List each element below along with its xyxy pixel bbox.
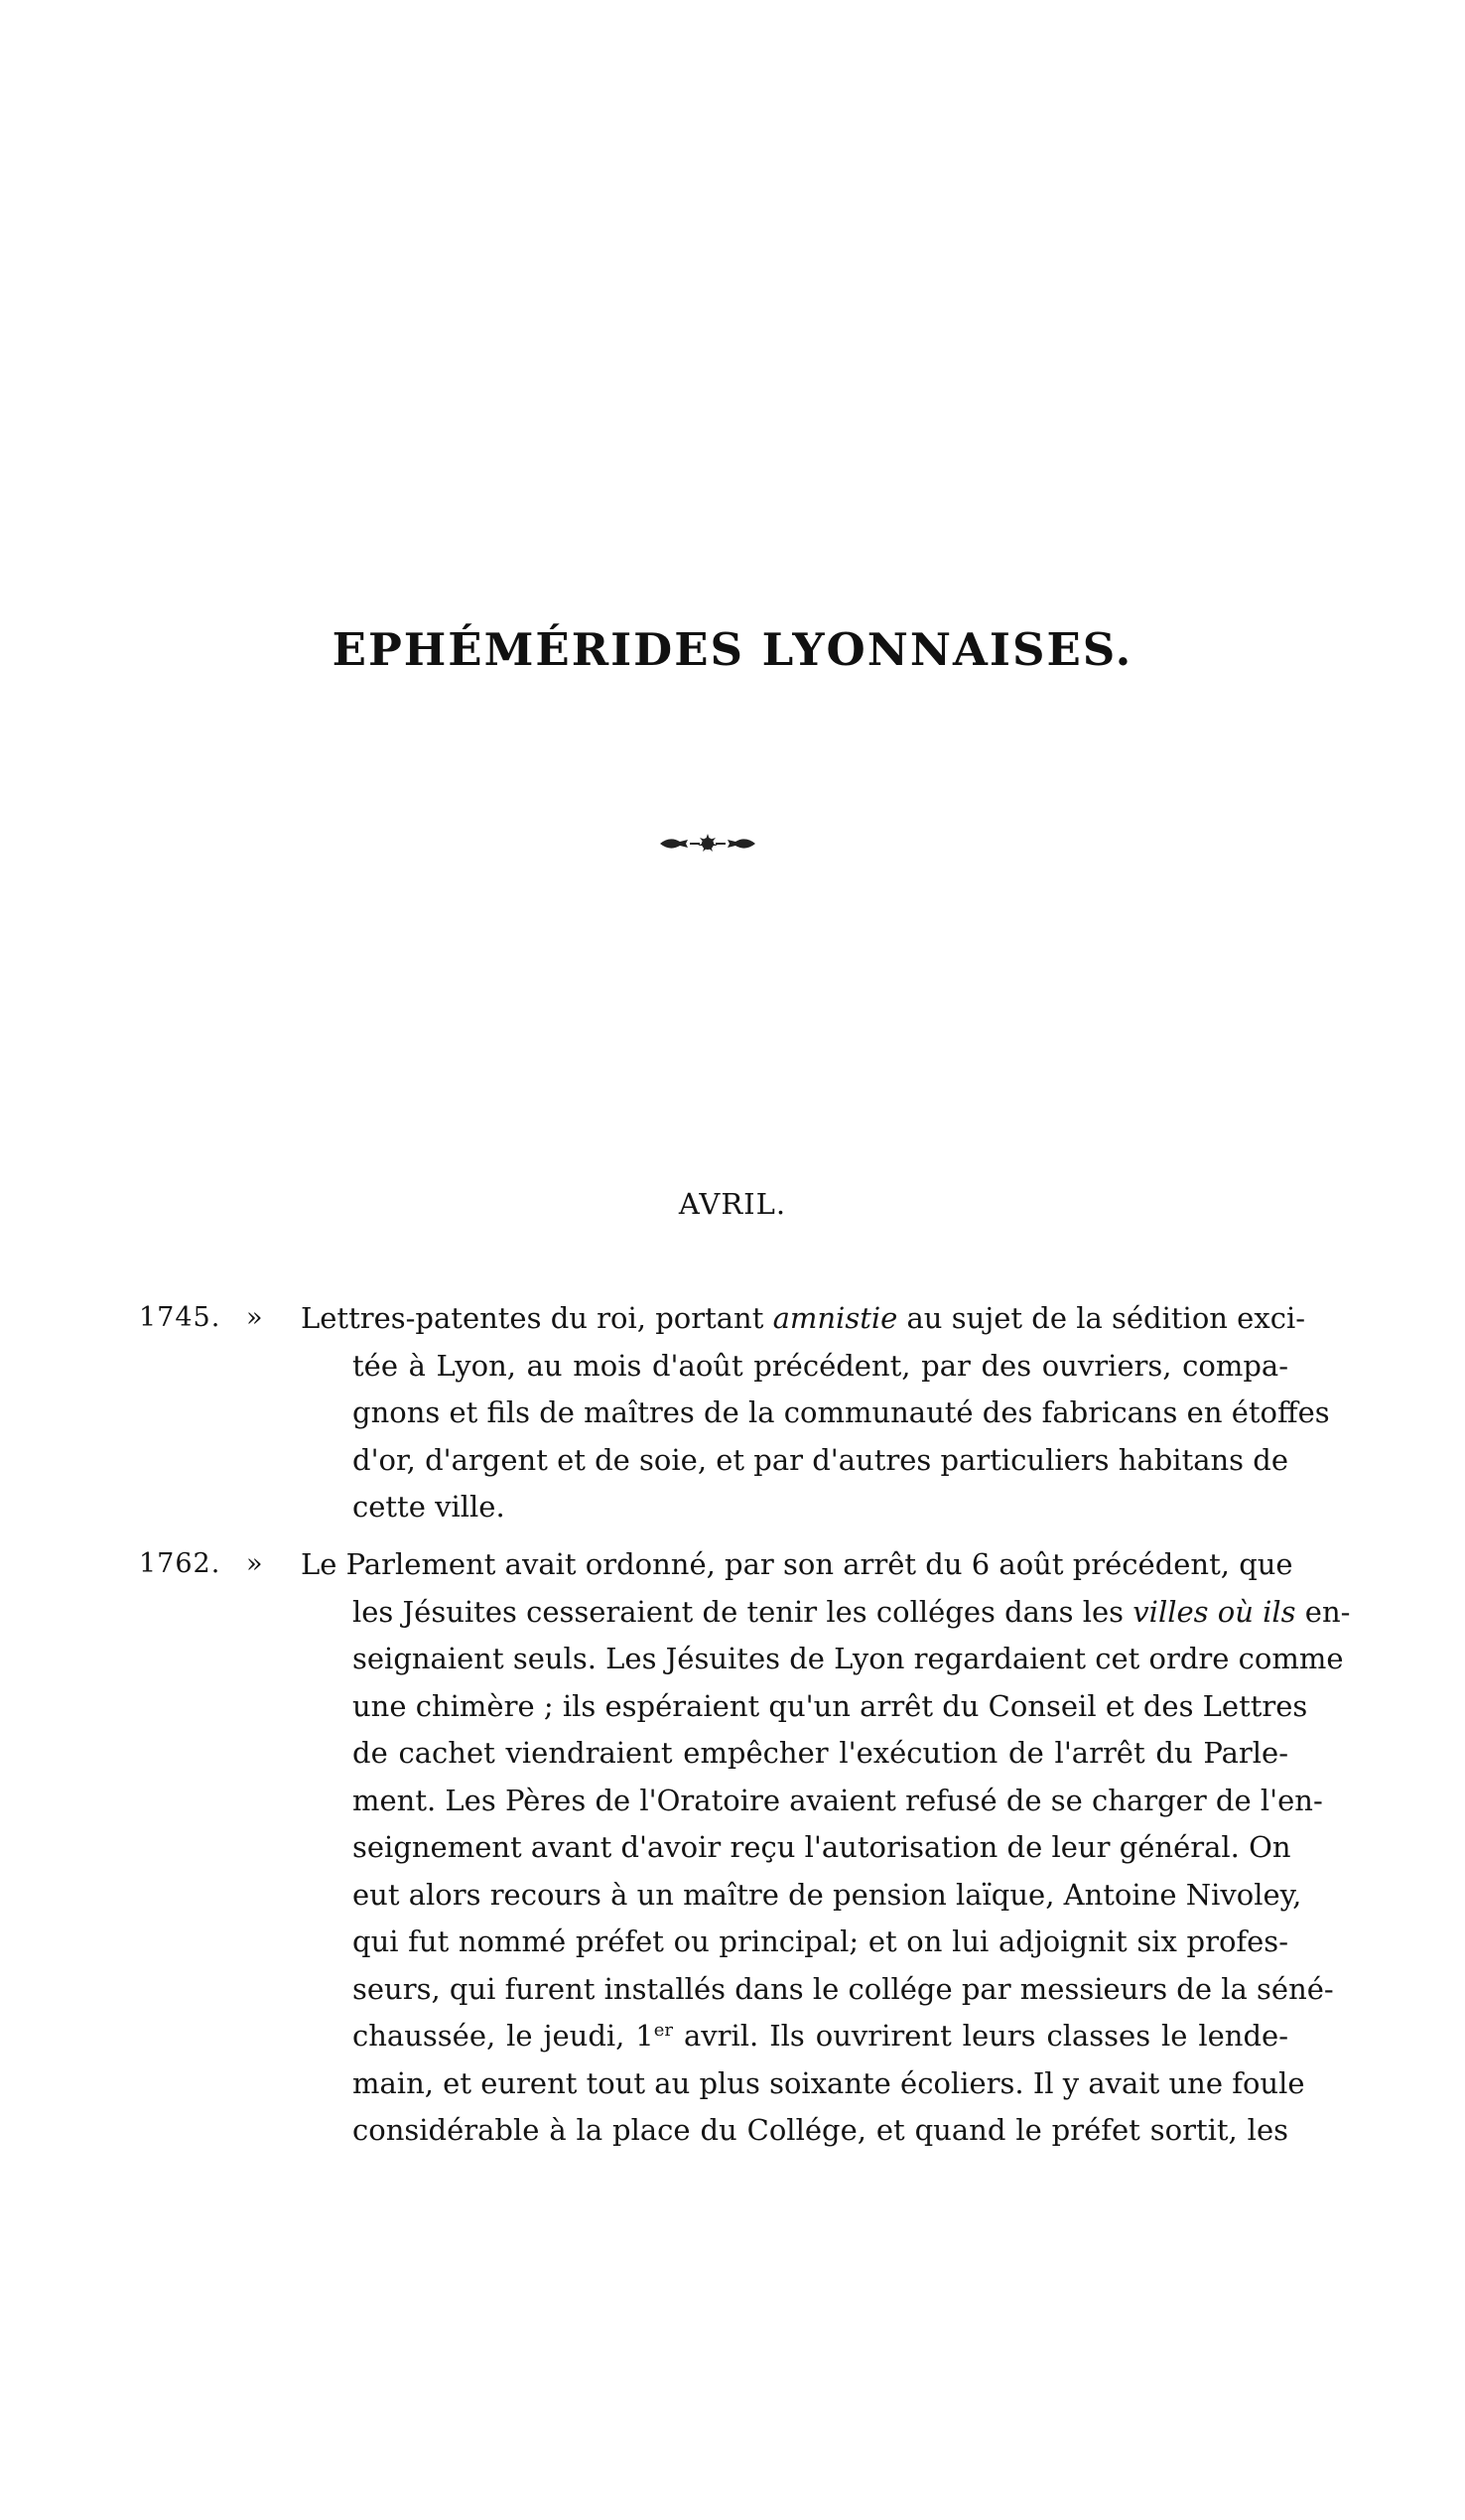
entry-text xyxy=(301,1295,1330,1531)
entry-year: 1745. xyxy=(139,1302,221,1333)
text-line: seignaient seuls. Les Jésuites de Lyon regardaient cet ordre comme xyxy=(352,1642,1344,1675)
month-heading: AVRIL. xyxy=(678,1187,787,1221)
text-line: seignement avant d'avoir reçu l'autorisation de leur général. On xyxy=(352,1830,1291,1864)
text-line: Le Parlement avait ordonné, par son arrêt du 6 août précédent, que xyxy=(301,1547,1293,1581)
entry-text xyxy=(301,1541,1351,2155)
text-line: seurs, qui furent installés dans le collége par messieurs de la séné- xyxy=(352,1971,1334,2006)
text-line: chaussée, le jeudi, 1er avril. Ils ouvrirent leurs classes le lende- xyxy=(352,2019,1289,2053)
text-line: Lettres-patentes du roi, portant amnistie au sujet de la sédition exci- xyxy=(301,1301,1306,1335)
entry-mark: » xyxy=(246,1302,263,1333)
text-line: main, et eurent tout au plus soixante écoliers. Il y avait une foule xyxy=(352,2065,1305,2100)
text-line: tée à Lyon, au mois d'août précédent, par des ouvriers, compa- xyxy=(352,1348,1288,1383)
text-line: d'or, d'argent et de soie, et par d'autres particuliers habitans de xyxy=(352,1442,1289,1477)
page-title: EPHÉMÉRIDES LYONNAISES. xyxy=(332,623,1133,676)
text-line: eut alors recours à un maître de pension laïque, Antoine Nivoley, xyxy=(352,1877,1302,1912)
ornament-divider-icon xyxy=(658,832,757,856)
text-line: les Jésuites cesseraient de tenir les colléges dans les villes où ils en- xyxy=(352,1594,1351,1629)
text-line: considérable à la place du Collége, et quand le préfet sortit, les xyxy=(352,2113,1288,2147)
entry-year: 1762. xyxy=(139,1548,221,1579)
text-line: cette ville. xyxy=(352,1490,505,1524)
text-line: une chimère ; ils espéraient qu'un arrêt du Conseil et des Lettres xyxy=(352,1688,1308,1723)
text-line: ment. Les Pères de l'Oratoire avaient refusé de se charger de l'en- xyxy=(352,1783,1323,1817)
text-line: gnons et fils de maîtres de la communauté des fabricans en étoffes xyxy=(352,1395,1330,1429)
text-line: qui fut nommé préfet ou principal; et on lui adjoignit six profes- xyxy=(352,1924,1288,1958)
entry-mark: » xyxy=(246,1548,263,1579)
text-line: de cachet viendraient empêcher l'exécution de l'arrêt du Parle- xyxy=(352,1736,1288,1770)
